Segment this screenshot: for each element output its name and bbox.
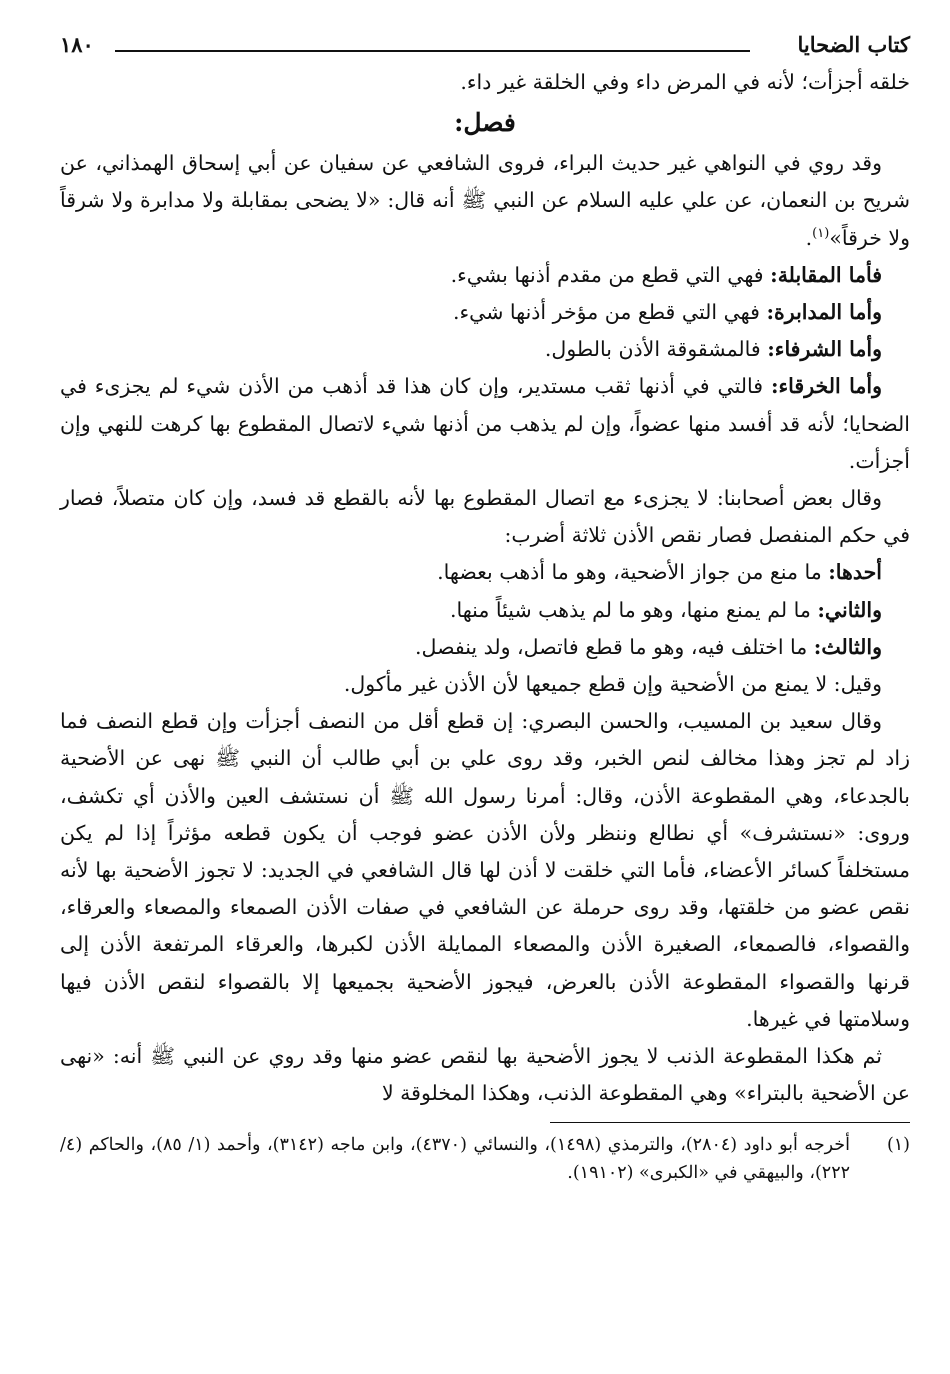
footnote-separator xyxy=(550,1122,910,1123)
definition-term: وأما الخرقاء: xyxy=(770,374,883,399)
definition-item xyxy=(60,331,910,368)
definition-term: وأما المدابرة: xyxy=(766,300,882,325)
main-text xyxy=(60,64,910,1112)
definition-text: فالتي في أذنها ثقب مستدير، وإن كان هذا قد أذهب من الأذن شيء لم يجزىء في الضحايا؛ لأنه قد أفسد منها عضواً، وإن لم يذهب من أذنها شيء لاتصال المقطوع بها كرهت للنهي وإن أجزأت. xyxy=(60,374,910,473)
paragraph: ثم هكذا المقطوعة الذنب لا يجوز الأضحية بها لنقص عضو منها وقد روي عن النبي ﷺ أنه: «نهى عن الأضحية بالبتراء» وهي المقطوعة الذنب، وهكذا المخلوقة لا xyxy=(60,1044,910,1106)
footnote-number: (١) xyxy=(886,1135,910,1156)
section-title: فصل: xyxy=(454,108,516,138)
definition-term: وأما الشرفاء: xyxy=(767,337,882,362)
paragraph: وقيل: لا يمنع من الأضحية وإن قطع جميعها لأن الأذن غير مأكول. xyxy=(343,672,882,697)
definition-term: فأما المقابلة: xyxy=(770,262,882,287)
definition-text: فهي التي قطع من مؤخر أذنها شيء. xyxy=(452,300,767,325)
list-item-text: ما منع من جواز الأضحية، وهو ما أذهب بعضها. xyxy=(437,560,829,585)
definition-item xyxy=(60,368,910,480)
definition-text: فالمشقوقة الأذن بالطول. xyxy=(544,337,768,362)
paragraph-text: وقد روي في النواهي غير حديث البراء، فروى الشافعي عن سفيان عن أبي إسحاق الهمذاني، عن شريح بن النعمان، عن علي عليه السلام عن النبي ﷺ أنه قال: «لا يضحى بمقابلة ولا مدابرة ولا شرقاً ولا خرقاً» xyxy=(60,151,910,250)
header-rule xyxy=(115,50,750,52)
paragraph: خلقه أجزأت؛ لأنه في المرض داء وفي الخلقة غير داء. xyxy=(460,70,910,94)
footnote-reference: (١) xyxy=(812,225,830,241)
paragraph-tail: . xyxy=(805,225,813,250)
list-item-term: أحدها: xyxy=(828,560,882,585)
page-number: ١٨٠ xyxy=(60,32,94,57)
list-item xyxy=(60,629,910,666)
footnotes xyxy=(60,1131,910,1187)
list-item xyxy=(60,592,910,629)
running-title: كتاب الضحايا xyxy=(797,32,910,57)
page-header xyxy=(60,28,910,64)
book-page xyxy=(60,28,910,1187)
list-item xyxy=(60,554,910,591)
list-item-text: ما لم يمنع منها، وهو ما لم يذهب شيئاً منها. xyxy=(449,597,818,622)
paragraph: وقال بعض أصحابنا: لا يجزىء مع اتصال المقطوع بها لأنه بالقطع قد فسد، وإن كان متصلاً، فصار في حكم المنفصل فصار نقص الأذن ثلاثة أضرب: xyxy=(60,486,910,548)
definition-item xyxy=(60,257,910,294)
definition-text: فهي التي قطع من مقدم أذنها بشيء. xyxy=(450,262,771,287)
list-item-text: ما اختلف فيه، وهو ما قطع فاتصل، ولد ينفصل. xyxy=(415,634,814,659)
list-item-term: والثاني: xyxy=(817,597,882,622)
list-item-term: والثالث: xyxy=(813,634,882,659)
definition-item xyxy=(60,294,910,331)
paragraph xyxy=(60,145,910,257)
paragraph: وقال سعيد بن المسيب، والحسن البصري: إن قطع أقل من النصف أجزأت وإن قطع النصف فما زاد لم تجز وهذا مخالف لنص الخبر، وقد روى علي بن أبي طالب أن النبي ﷺ نهى عن الأضحية بالجدعاء، وهي المقطوعة الأذن، وقال: أمرنا رسول الله ﷺ أن نستشف العين والأذن أي تكشف، وروى: «نستشرف» أي نطالع وننظر ولأن الأذن عضو فوجب أن يكون قطعه مؤثراً إذا لم يكن مستخلفاً كسائر الأعضاء، فأما التي خلقت لا أذن لها قال الشافعي في الجديد: لا تجوز الأضحية بها لأنه نقص عضو من خلقتها، وقد روى حرملة عن الشافعي في صفات الأذن الصمعاء والمصعاء والعرقاء، والقصواء، فالصمعاء، الصغيرة الأذن والمصعاء الممايلة الأذن لكبرها، والعرقاء المرتفعة الأذن إلى قرنها والقصواء المقطوعة الأذن بالعرض، فيجوز الأضحية بجميعها إلا بالقصواء لنقص الأذن فيها وسلامتها في غيرها. xyxy=(60,709,910,1031)
footnote-text: أخرجه أبو داود (٢٨٠٤)، والترمذي (١٤٩٨)، والنسائي (٤٣٧٠)، وابن ماجه (٣١٤٢)، وأحمد (١/ ٨٥)، والحاكم (٤/ ٢٢٢)، والبيهقي في «الكبرى» (١٩١٠٢). xyxy=(60,1135,850,1184)
